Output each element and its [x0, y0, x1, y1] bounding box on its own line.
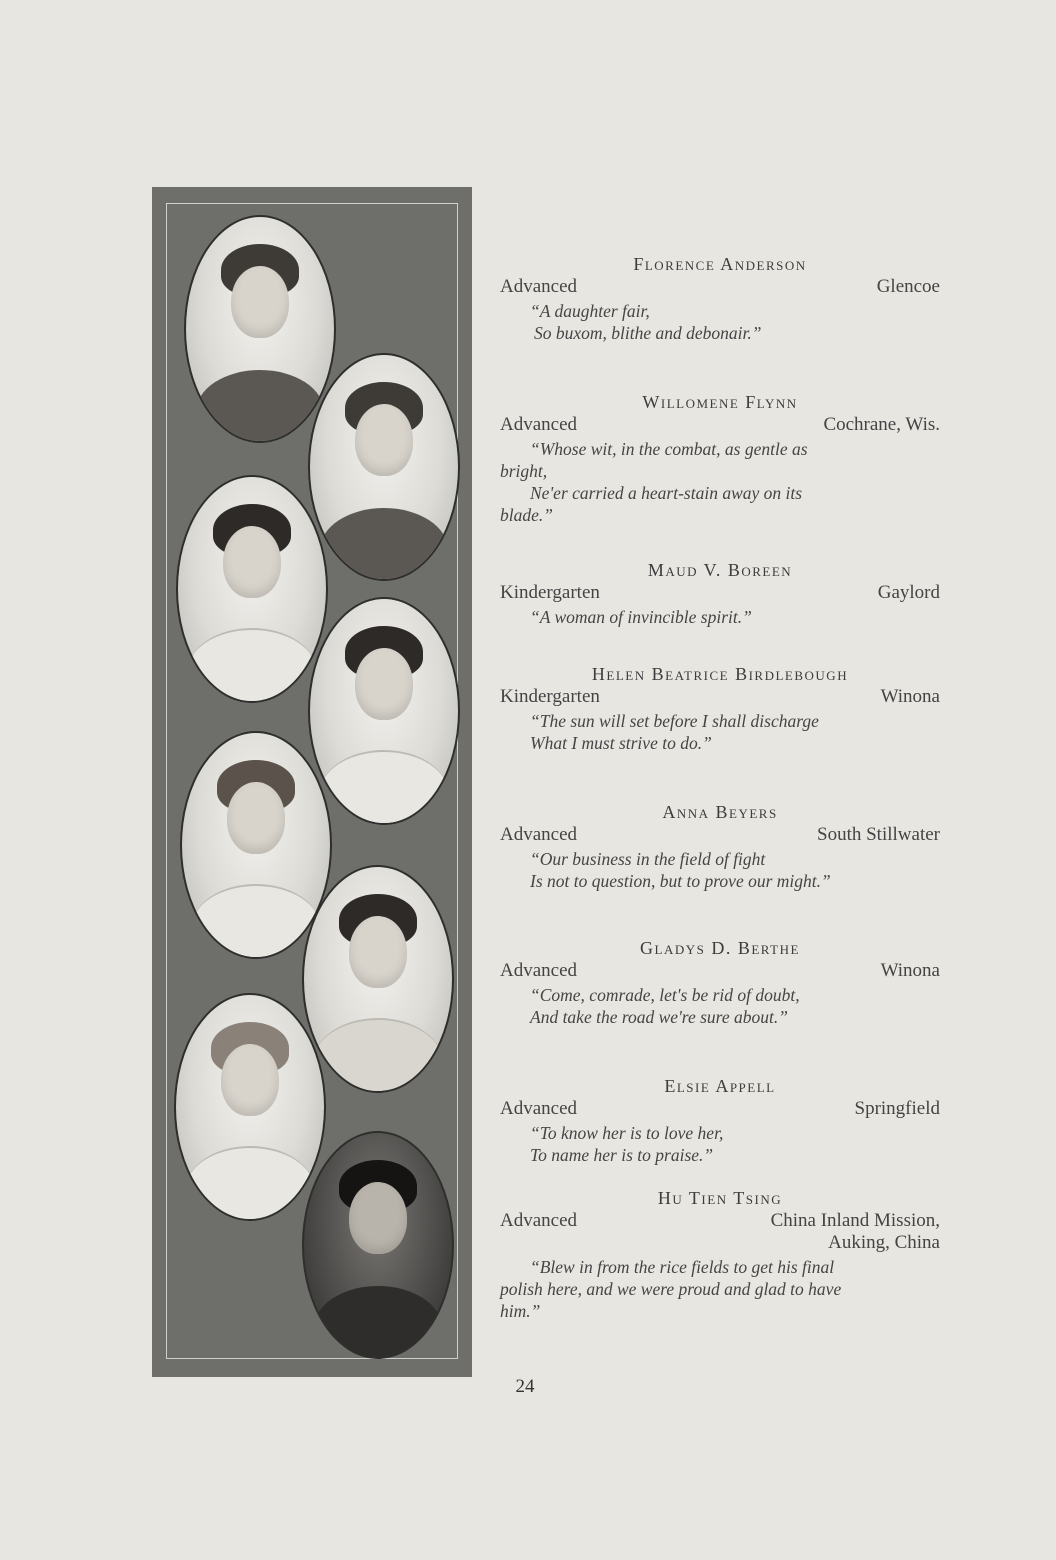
course: Advanced [500, 1210, 578, 1231]
quote-line: To name her is to praise.” [530, 1145, 714, 1165]
portrait-photo-anderson [184, 215, 336, 443]
portrait-photo-flynn [308, 353, 460, 581]
quote [500, 710, 940, 754]
hometown [771, 1210, 940, 1254]
portrait-photo-boreen [176, 475, 328, 703]
course: Advanced [500, 414, 578, 435]
student-name: Florence Anderson [633, 254, 807, 274]
quote-line: “The sun will set before I shall discharge [530, 711, 819, 731]
portrait-photo-appell [174, 993, 326, 1221]
entry-tsing [500, 1188, 940, 1322]
entry-boreen [500, 560, 940, 628]
portrait-photo-berthe [302, 865, 454, 1093]
hometown: Gaylord [877, 582, 940, 603]
course: Advanced [500, 824, 578, 845]
quote-line: And take the road we're sure about.” [530, 1007, 788, 1027]
course: Kindergarten [500, 582, 600, 603]
hometown: Cochrane, Wis. [823, 414, 940, 435]
course: Advanced [500, 960, 578, 981]
entry-beyers [500, 802, 940, 892]
student-info-row [500, 276, 940, 298]
quote-line: What I must strive to do.” [530, 733, 712, 753]
portrait-panel [152, 187, 472, 1377]
quote-line: “Come, comrade, let's be rid of doubt, [530, 985, 800, 1005]
page-number: 24 [515, 1376, 535, 1397]
quote-line: So buxom, blithe and debonair.” [534, 323, 762, 343]
quote-line: him.” [500, 1301, 541, 1321]
quote-line: “Our business in the field of fight [530, 849, 766, 869]
student-name: Gladys D. Berthe [640, 938, 800, 958]
student-name: Hu Tien Tsing [657, 1188, 783, 1208]
student-name: Anna Beyers [662, 802, 778, 822]
entry-flynn [500, 392, 940, 526]
student-info-row [500, 414, 940, 436]
hometown: Winona [880, 686, 940, 707]
quote-line: polish here, and we were proud and glad to have [500, 1279, 842, 1299]
quote-line: “Whose wit, in the combat, as gentle as [530, 439, 808, 459]
quote [500, 984, 940, 1028]
student-name: Elsie Appell [664, 1076, 776, 1096]
student-info-row [500, 1098, 940, 1120]
student-name: Willomene Flynn [642, 392, 798, 412]
course: Advanced [500, 1098, 578, 1119]
quote [500, 848, 940, 892]
entry-anderson [500, 254, 940, 344]
quote-line: bright, [500, 461, 548, 481]
student-name: Maud V. Boreen [647, 560, 793, 580]
quote [500, 606, 940, 628]
student-info-row [500, 1210, 940, 1254]
quote [500, 438, 940, 526]
hometown: Springfield [854, 1098, 940, 1119]
quote-line: blade.” [500, 505, 553, 525]
student-info-row [500, 960, 940, 982]
quote [500, 300, 940, 344]
hometown: Winona [880, 960, 940, 981]
entry-berthe [500, 938, 940, 1028]
portrait-photo-tsing [302, 1131, 454, 1359]
hometown-line: China Inland Mission, [770, 1210, 940, 1231]
portrait-photo-beyers [180, 731, 332, 959]
student-info-row [500, 824, 940, 846]
quote-line: Ne'er carried a heart-stain away on its [530, 483, 803, 503]
quote-line: “A woman of invincible spirit.” [530, 607, 752, 627]
quote-line: “Blew in from the rice fields to get his final [530, 1257, 835, 1277]
quote [500, 1256, 940, 1322]
course: Kindergarten [500, 686, 600, 707]
hometown-line: Auking, China [828, 1232, 940, 1253]
entry-appell [500, 1076, 940, 1166]
hometown: Glencoe [876, 276, 940, 297]
quote-line: “A daughter fair, [530, 301, 650, 321]
quote-line: Is not to question, but to prove our might.” [530, 871, 831, 891]
student-name: Helen Beatrice Birdlebough [591, 664, 849, 684]
quote-line: “To know her is to love her, [530, 1123, 724, 1143]
course: Advanced [500, 276, 578, 297]
entry-birdlebough [500, 664, 940, 754]
portrait-photo-birdlebough [308, 597, 460, 825]
hometown: South Stillwater [817, 824, 940, 845]
quote [500, 1122, 940, 1166]
student-info-row [500, 686, 940, 708]
student-info-row [500, 582, 940, 604]
